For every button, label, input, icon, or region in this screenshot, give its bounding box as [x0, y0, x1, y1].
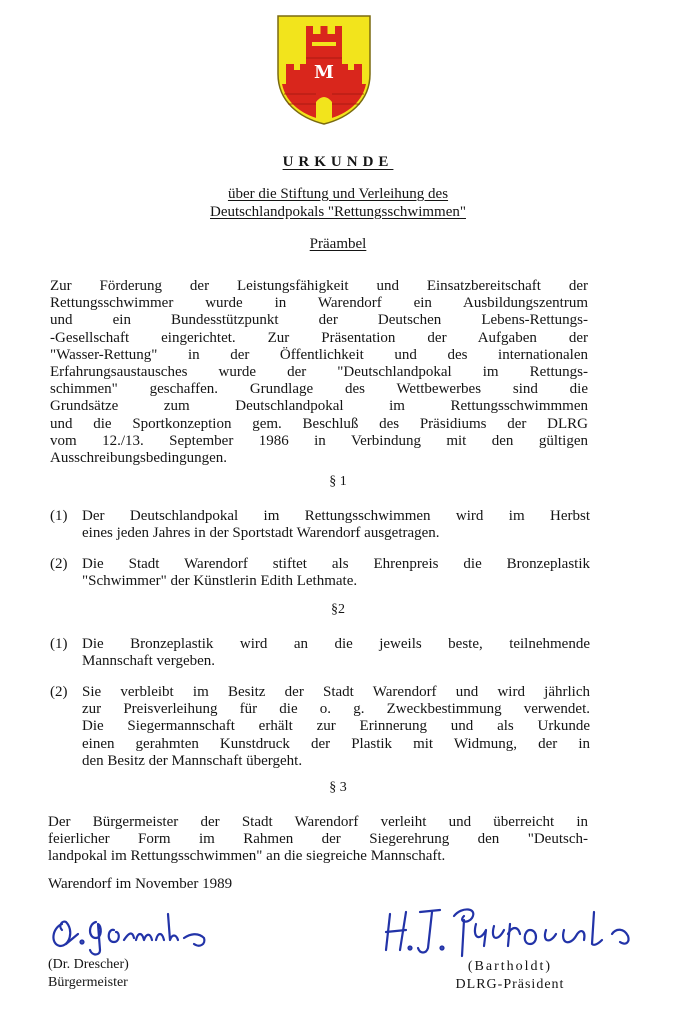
- signatory-right-role: DLRG-Präsident: [455, 977, 565, 992]
- item-line: einen gerahmten Kunstdruck der Plastik mit Widmung, der in: [82, 735, 590, 752]
- section-2-item-1: [50, 636, 590, 670]
- coat-of-arms-icon: [276, 14, 372, 126]
- item-number: (2): [50, 684, 68, 700]
- item-line: Die Stadt Warendorf stiftet als Ehrenpreis die Bronzeplastik: [82, 556, 590, 572]
- item-number: (1): [50, 508, 68, 524]
- item-number: (1): [50, 636, 68, 652]
- preamble-line: und die Sportkonzeption gem. Beschluß des Präsidiums der DLRG: [50, 415, 588, 432]
- subtitle-line-2: Deutschlandpokals "Rettungsschwimmen": [210, 204, 466, 220]
- signatory-right-name: (Bartholdt): [467, 959, 553, 974]
- signatory-left-role: Bürgermeister: [48, 975, 128, 990]
- document-subtitle: [0, 185, 676, 221]
- section-heading-1: § 1: [329, 474, 347, 489]
- item-line: Die Bronzeplastik wird an die jeweils beste, teilnehmende: [82, 636, 590, 652]
- paragraph-line: Der Bürgermeister der Stadt Warendorf verleiht und überreicht in: [48, 814, 588, 830]
- place-and-date: Warendorf im November 1989: [48, 876, 233, 892]
- section-2-item-2: [50, 684, 590, 770]
- preamble-line: Ausschreibungsbedingungen.: [50, 450, 228, 467]
- paragraph-line: landpokal im Rettungsschwimmen" an die siegreiche Mannschaft.: [48, 848, 446, 865]
- signature-drescher: [44, 904, 214, 960]
- item-line: Der Deutschlandpokal im Rettungsschwimmen wird im Herbst: [82, 508, 590, 524]
- item-line: Mannschaft vergeben.: [82, 653, 216, 670]
- item-line: eines jeden Jahres in der Sportstadt Warendorf ausgetragen.: [82, 525, 440, 542]
- signature-bartholdt: [380, 900, 642, 962]
- signatory-left-name: (Dr. Drescher): [48, 957, 129, 972]
- item-number: (2): [50, 556, 68, 572]
- signatory-right: [420, 958, 600, 994]
- section-1-item-1: [50, 508, 590, 542]
- paragraph-line: feierlicher Form im Rahmen der Siegerehrung den "Deutsch-: [48, 831, 588, 848]
- item-line: den Besitz der Mannschaft übergeht.: [82, 752, 303, 769]
- subtitle-line-1: über die Stiftung und Verleihung des: [227, 186, 449, 202]
- preamble-line: Erfahrungsaustausches wurde der "Deutschlandpokal im Rettungs-: [50, 364, 588, 381]
- preamble-line: schimmen" geschaffen. Grundlage des Wettbewerbes sind die: [50, 381, 588, 398]
- preamble-line: Zur Förderung der Leistungsfähigkeit und Einsatzbereitschaft der: [50, 278, 588, 294]
- svg-text:M: M: [314, 62, 334, 83]
- item-line: "Schwimmer" der Künstlerin Edith Lethmate.: [82, 573, 358, 590]
- preamble-line: vom 12./13. September 1986 in Verbindung mit den gültigen: [50, 432, 588, 449]
- item-line: Die Siegermannschaft erhält zur Erinnerung und als Urkunde: [82, 718, 590, 735]
- item-line: Sie verbleibt im Besitz der Stadt Warendorf und wird jährlich: [82, 684, 590, 700]
- preamble-line: und ein Bundesstützpunkt der Deutschen Lebens-Rettungs-: [50, 312, 588, 329]
- preamble-heading: Präambel: [309, 236, 367, 252]
- document-title: URKUNDE: [282, 154, 394, 170]
- section-3-paragraph: [48, 814, 588, 866]
- signatory-left: [48, 956, 129, 992]
- item-line: zur Preisverleihung für die o. g. Zweckbestimmung verwendet.: [82, 701, 590, 718]
- preamble-line: Grundsätze zum Deutschlandpokal im Rettungsschwimmmen: [50, 398, 588, 415]
- preamble-line: "Wasser-Rettung" in der Öffentlichkeit und des internationalen: [50, 346, 588, 363]
- section-heading-3: § 3: [329, 780, 347, 795]
- preamble-line: -Gesellschaft eingerichtet. Zur Präsentation der Aufgaben der: [50, 329, 588, 346]
- preamble-paragraph: [50, 278, 588, 467]
- section-1-item-2: [50, 556, 590, 590]
- preamble-line: Rettungsschwimmer wurde in Warendorf ein Ausbildungszentrum: [50, 295, 588, 312]
- section-heading-2: §2: [331, 602, 345, 617]
